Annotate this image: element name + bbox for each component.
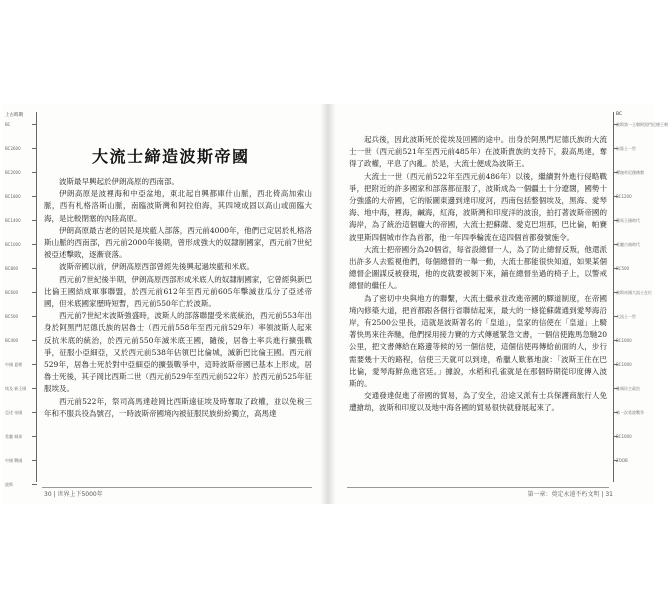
timeline-label: BC1000	[616, 362, 632, 367]
timeline-line	[613, 112, 614, 482]
paragraph: 大流士把帝國分為20個省，每省設總督一人，為了防止總督反叛，他還派出許多人去監視他們，每個總督的一舉一動，大流士都能很快知道，如果某個總督企圖謀反被發現，他的皮就要被剝下來，鋪在總督坐過的椅子上，以警戒總督的繼任人。	[349, 244, 607, 291]
timeline-label: 雅典民主政治	[616, 386, 640, 391]
timeline-line	[36, 112, 37, 482]
timeline-label: BC2600	[5, 146, 21, 151]
timeline-label: BC1000	[616, 338, 632, 343]
paragraph: 伊朗高原是波裡海和中亞盆地，東北起自興都庫什山脈，西北倚高加索山脈，西有札格洛斯山脈，南臨波斯灣和阿拉伯海，其四境成固以高山或面臨大海，是比較閉塞的內陸高原。	[44, 189, 312, 223]
timeline-label: 亞述 帝國	[5, 410, 23, 415]
left-page	[2, 104, 328, 504]
timeline-label: 波斯第一王朝阿黑門尼德王朝	[616, 122, 668, 127]
timeline-label: 大流士一世	[616, 314, 636, 319]
footer-rule	[42, 487, 312, 488]
paragraph: 波斯最早興起於伊朗高原的西南部。	[59, 177, 179, 186]
body-text	[349, 134, 607, 415]
timeline-label: BC500	[5, 314, 19, 319]
timeline-label: ZOOB	[616, 458, 628, 463]
timeline-label: BC1000	[5, 242, 21, 247]
chapter-title: 大流士締造波斯帝國	[92, 147, 250, 166]
body-text	[44, 176, 312, 420]
paragraph: 起兵後，因此波斯死於從埃及回國的途中。出身於阿黑門尼德氏族的大流士一世（西元前521年至西元前485年）在波斯貴族的支持下，殺高馬達，奪得了政權，平息了內亂。於是，大流士便成為波斯王。	[349, 135, 607, 169]
timeline-label: 希臘 城邦	[5, 434, 23, 439]
paragraph: 大流士一世（西元前522年至西元前486年）以後，繼續對外進行侵略戰爭，把附近的許多國家和部落都征服了，波斯成為一個疆土十分遼闊，國勢十分強盛的大帝國，它的版圖東邊到達印度河，西南包括整個埃及，黑海、愛琴海、地中海，裡海，鹹海，紅海，波斯灣和印度洋的波浪，拍打著波斯帝國的海岸，為了統治這個龐大的帝國，大流士把蘇薩、愛克巴坦那，巴比倫，帕賽波里斯四個城市作為首都，他一年四季輪流在這四個首都發號施令。	[349, 171, 607, 242]
timeline-label: BC800	[5, 266, 19, 271]
timeline-label: 中國 戰國	[5, 458, 23, 463]
footer-rule	[347, 487, 609, 488]
timeline-label: 中國 夏朝	[5, 362, 23, 367]
timeline-label: BC2000	[5, 170, 21, 175]
timeline-label: BC1200	[616, 194, 632, 199]
timeline-label: BC1400	[5, 218, 21, 223]
timeline-label: 釋迦牟尼創佛教	[616, 170, 644, 175]
page-footer: 第一章：奠定永遠不朽文明 | 31	[527, 491, 613, 498]
timeline-label: BC1800	[5, 194, 21, 199]
left-timeline	[5, 112, 37, 487]
paragraph: 波斯帝國以前，伊朗高原西部曾經先後興起過埃藍和米底。	[59, 262, 254, 272]
timeline-label: 第一次希波戰爭	[616, 410, 644, 415]
page-footer: 30 | 世界上下5000年	[44, 491, 103, 498]
timeline-label: 居魯士一世	[616, 146, 636, 151]
timeline-header: 上古時期	[5, 113, 23, 118]
timeline-label: BC	[5, 122, 11, 127]
timeline-label: BC1000	[616, 434, 632, 439]
paragraph: 西元前7世紀後半期，伊朗高原西部形成米底人的奴隸制國家，它曾經與新巴比倫王國結成軍事聯盟，於西元前612年至西元前605年擊滅並瓜分了亞述帝國，但米底國家歷時短暫，西元前550年亡於波斯。	[44, 274, 312, 309]
paragraph: 西元前7世紀末波斯強盛時，波斯人的部落聯盟受米底統治，西元前553年出身於阿黑門尼德氏族的居魯士（西元前558年至西元前529年）率領波斯人起來反抗米底的統治，於西元前550年滅米底王國，隨後，居魯士率兵進行擴張戰爭，征服小亞細亞，又於西元前538年佔領巴比倫城，滅新巴比倫王國。西元前529年，居魯士死於對中亞細亞的擴張戰爭中，這時波斯帝國已基本上形成，居魯士死後，其子岡比西斯二世（西元前529年至西元前522年）於西元前525年征服埃及。	[44, 311, 312, 394]
paragraph: 西元前522年，祭司高馬達趁岡比西斯遠征埃及時奪取了政權，並以免稅三年和不服兵役為號召，一時波斯帝國境內被征服民族紛紛獨立，高馬達	[44, 396, 312, 418]
right-page	[327, 104, 668, 504]
timeline-label: BC400	[5, 338, 19, 343]
timeline-label: 波斯帝國大流士在位	[616, 290, 652, 295]
book-spread	[2, 104, 668, 504]
timeline-label: 羅馬王國時代	[616, 218, 640, 223]
timeline-label: BC600	[5, 290, 19, 295]
timeline-label: 波斯	[5, 482, 13, 487]
timeline-label: 埃及 新王國	[5, 386, 27, 391]
timeline-header: BC	[616, 112, 623, 117]
right-timeline	[613, 112, 668, 482]
paragraph: 交通發達促進了帝國的貿易，為了安全，沿途又派有士兵保護商旅行人免遭搶劫，波斯和印度以及地中海各國的貿易很快就發展起來了。	[349, 391, 607, 413]
book-gutter	[320, 104, 336, 504]
timeline-label: 希臘古典時代	[616, 242, 640, 247]
timeline-label: BC500	[616, 266, 630, 271]
paragraph: 為了密切中央與地方的聯繫，大流士繼承並改進帝國的驛道制度，在帝國境內修築大道，把首都跟各個行省聯結起來，最大的一條從蘇薩通到愛琴海沿岸，有2500公里長，這就是波斯著名的「皇道」，皇家的信使在「皇道」上騎著快馬來往奔馳，他們採用接力賽的方式傳遞緊急文書，一個信使跑馬急馳20公里，把文書傳給在路邊等候的另一個信使，這個信使再傳給前面的人，步行需要幾十天的路程，信使三天就可以到達，希臘人歎慕地說：「波斯王住在巴比倫，愛琴海鮮魚進宮廷。」據說，水稻和孔雀就是在那個時期從印度傳入波斯的。	[349, 293, 607, 389]
paragraph: 伊朗高原最古老的居民是埃藍人部落，西元前4000年，他們已定居於札格洛斯山脈的西南部，西元前2000年後期，曾形成強大的奴隸制國家，西元前7世紀被亞述擊敗，逐漸衰落。	[44, 225, 312, 260]
